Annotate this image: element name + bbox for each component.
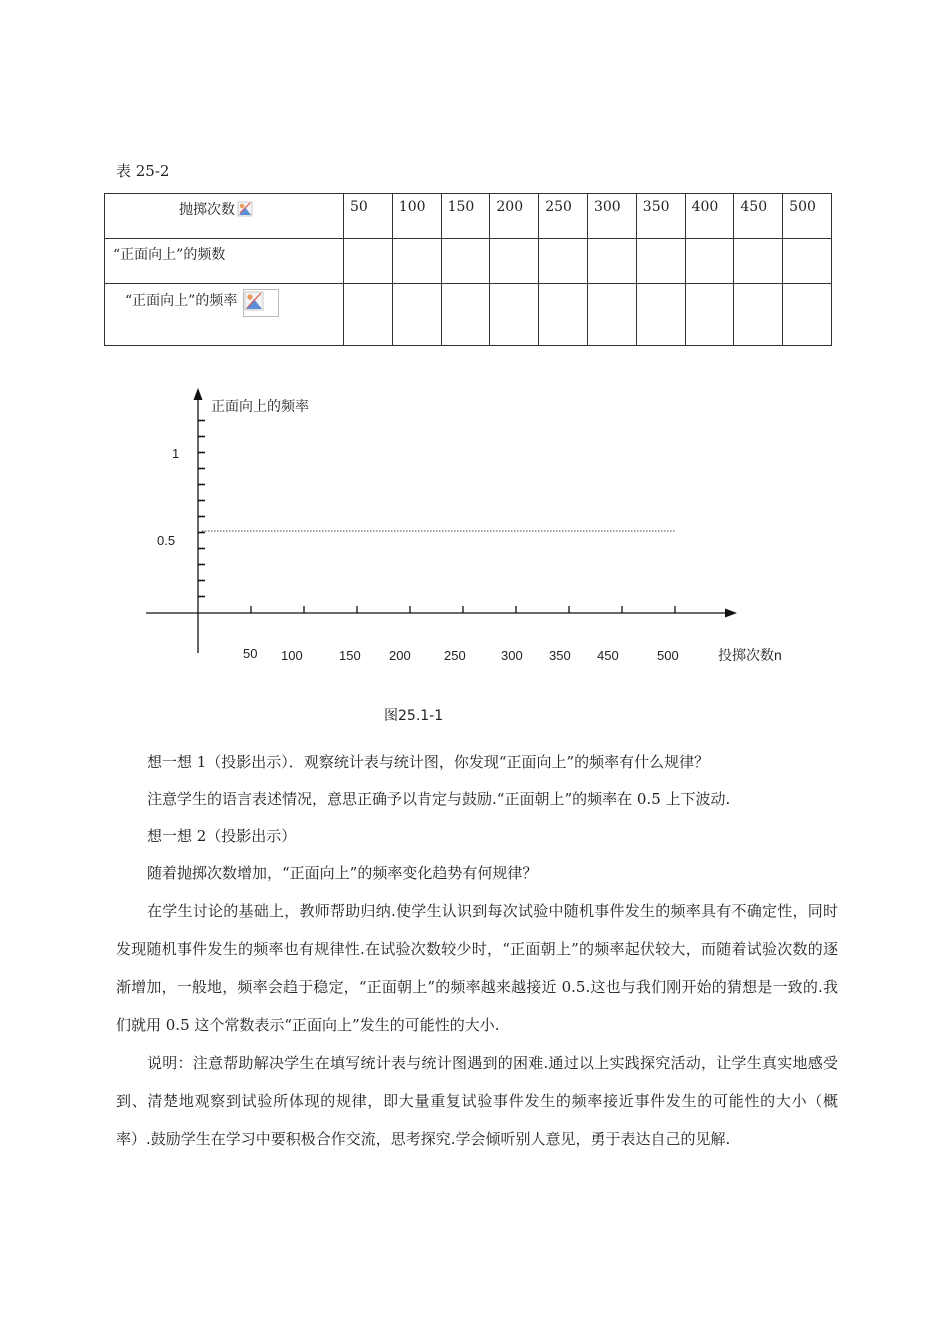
table-cell <box>539 239 588 284</box>
frequency-table <box>104 193 832 346</box>
table-cell <box>783 239 832 284</box>
header-value: 350 <box>636 194 685 239</box>
header-value: 100 <box>392 194 441 239</box>
paragraph: 随着抛掷次数增加，“正面向上”的频率变化趋势有何规律？ <box>147 864 538 882</box>
table-cell <box>441 239 490 284</box>
paragraph: 说明：注意帮助解决学生在填写统计表与统计图遇到的困难.通过以上实践探究活动，让学生真实地感受到、清楚地观察到试验所体现的规律，即大量重复试验事件发生的频率接近事件发生的可能性的大小（概率）.鼓励学生在学习中要积极合作交流，思考探究.学会倾听别人意见，勇于表达自己的见解. <box>116 1054 838 1148</box>
x-axis-label: 投掷次数n <box>718 647 782 663</box>
paragraph: 想一想 2（投影出示） <box>147 827 297 845</box>
x-tick-label: 500 <box>657 648 679 663</box>
paragraph: 在学生讨论的基础上，教师帮助归纳.使学生认识到每次试验中随机事件发生的频率具有不确定性，同时发现随机事件发生的频率也有规律性.在试验次数较少时，“正面朝上”的频率起伏较大，而随着试验次数的逐渐增加，一般地，频率会趋于稳定，“正面朝上”的频率越来越接近 0.5.这也与我们刚开始的猜想是一致的.我们就用 0.5 这个常数表示“正面向上”发生的可能性的大小. <box>116 902 838 1034</box>
table-caption: 表 25-2 <box>116 162 170 180</box>
table-cell <box>392 284 441 346</box>
row-label-cell <box>105 284 344 346</box>
y-axis-label: 正面向上的频率 <box>211 398 309 414</box>
x-tick-label: 250 <box>444 648 466 663</box>
header-value: 50 <box>344 194 393 239</box>
header-label: 抛掷次数 <box>179 202 235 218</box>
header-value: 200 <box>490 194 539 239</box>
x-tick-label: 100 <box>281 648 303 663</box>
header-value: 300 <box>587 194 636 239</box>
chart-axes <box>146 388 737 653</box>
header-value: 500 <box>783 194 832 239</box>
table-cell <box>685 284 734 346</box>
x-tick-label: 450 <box>597 648 619 663</box>
header-value: 150 <box>441 194 490 239</box>
header-label-cell <box>105 194 344 239</box>
frequency-chart <box>0 370 950 680</box>
table-row <box>105 284 832 346</box>
table-row <box>105 239 832 284</box>
table-cell <box>636 239 685 284</box>
table-cell <box>685 239 734 284</box>
table-cell <box>636 284 685 346</box>
y-tick-label: 1 <box>172 446 180 461</box>
x-tick-label: 300 <box>501 648 523 663</box>
figure-caption: 图25.1-1 <box>384 708 444 724</box>
table-cell <box>392 239 441 284</box>
y-tick-label: 0.5 <box>157 533 176 548</box>
table-cell <box>344 239 393 284</box>
table-cell <box>734 284 783 346</box>
row-label: “正面向上”的频率 <box>125 293 238 309</box>
broken-image-icon <box>243 289 279 317</box>
header-value: 400 <box>685 194 734 239</box>
y-minor-ticks <box>198 421 205 597</box>
table-cell <box>587 284 636 346</box>
y-axis-arrow <box>194 388 203 400</box>
paragraph: 注意学生的语言表述情况，意思正确予以肯定与鼓励.“正面朝上”的频率在 0.5 上下波动. <box>147 790 731 808</box>
paragraph: 想一想 1（投影出示）．观察统计表与统计图，你发现“正面向上”的频率有什么规律？ <box>147 753 710 771</box>
x-tick-label: 200 <box>389 648 411 663</box>
header-value: 250 <box>539 194 588 239</box>
table-cell <box>490 284 539 346</box>
table-cell <box>783 284 832 346</box>
table-cell <box>587 239 636 284</box>
table-cell <box>441 284 490 346</box>
table-cell <box>490 239 539 284</box>
table-cell <box>539 284 588 346</box>
x-axis-arrow <box>725 609 737 618</box>
body-text <box>116 744 838 1158</box>
x-tick-label: 50 <box>243 646 258 661</box>
row-label: “正面向上”的频数 <box>105 239 344 284</box>
x-tick-label: 350 <box>549 648 571 663</box>
x-minor-ticks <box>251 606 675 613</box>
table-cell <box>734 239 783 284</box>
x-tick-label: 150 <box>339 648 361 663</box>
broken-image-icon <box>237 201 253 217</box>
header-value: 450 <box>734 194 783 239</box>
table-header-row <box>105 194 832 239</box>
table-cell <box>344 284 393 346</box>
